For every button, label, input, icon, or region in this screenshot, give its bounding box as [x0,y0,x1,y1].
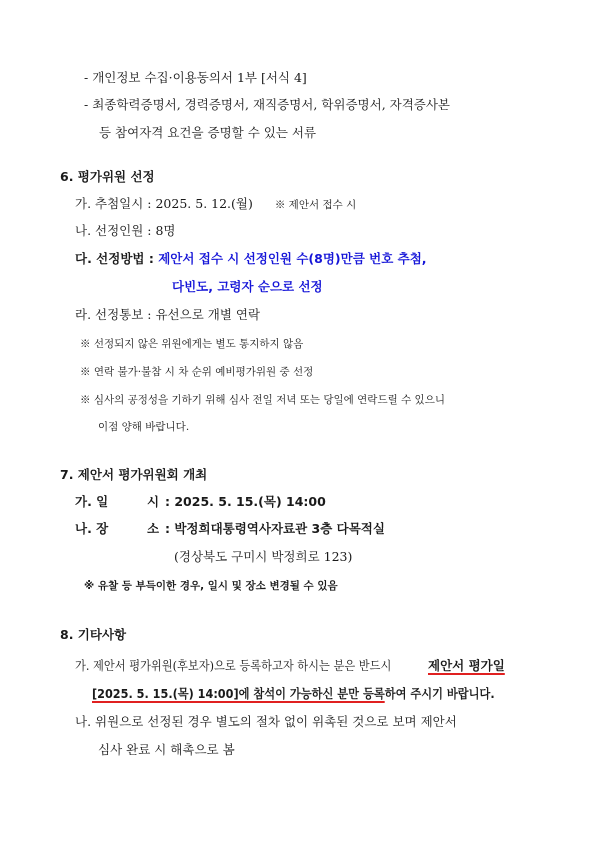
draw-date [75,196,356,213]
meeting-place [75,521,385,537]
selection-notice: 라. 선정통보 : 유선으로 개별 연락 [75,307,261,322]
attachment-item-certificates-cont: 등 참여자격 요건을 증명할 수 있는 서류 [99,125,317,140]
draw-date-label: 가. 추첨일시 : 2025. 5. 12.(월) [75,196,253,211]
meeting-datetime [75,494,326,510]
meeting-place-label: 나. 장 [75,521,109,536]
note-fairness: ※ 심사의 공정성을 기하기 위해 심사 전일 저녁 또는 당일에 연락드릴 수 있으니 [80,394,445,406]
registration-closing-text: 하여 주시기 바랍니다. [384,686,495,701]
note-unreachable: ※ 연락 불가·불참 시 차 순위 예비평가위원 중 선정 [80,366,314,378]
meeting-change-note: ※ 유찰 등 부득이한 경우, 일시 및 장소 변경될 수 있음 [84,580,338,592]
selection-count: 나. 선정인원 : 8명 [75,223,176,238]
section-6-title: 6. 평가위원 선정 [60,169,155,184]
note-not-selected: ※ 선정되지 않은 위원에게는 별도 통지하지 않음 [80,338,304,350]
evaluation-date-highlight: 제안서 평가일 [428,658,505,673]
meeting-address: (경상북도 구미시 박정희로 123) [174,549,353,564]
other-item-appointment-cont: 심사 완료 시 해촉으로 봄 [98,742,235,757]
other-item-registration-cont [92,686,495,702]
draw-date-note: ※ 제안서 접수 시 [274,199,357,211]
other-item-registration [75,658,505,674]
section-7-title: 7. 제안서 평가위원회 개최 [60,467,208,482]
selection-method [75,251,427,267]
attendance-requirement-highlight: [2025. 5. 15.(목) 14:00]에 참석이 가능하신 분만 등록 [92,686,385,701]
selection-method-text: 제안서 접수 시 선정인원 수(8명)만큼 번호 추첨, [158,251,427,266]
meeting-datetime-label2: 시 [147,494,160,509]
other-item-registration-text: 가. 제안서 평가위원(후보자)으로 등록하고자 하시는 분은 반드시 [75,658,392,673]
attachment-item-certificates: - 최종학력증명서, 경력증명서, 재직증명서, 학위증명서, 자격증사본 [84,97,451,112]
meeting-place-label2: 소 [147,521,160,536]
meeting-datetime-value: : 2025. 5. 15.(목) 14:00 [165,494,326,509]
meeting-datetime-label: 가. 일 [75,494,109,509]
section-8-title: 8. 기타사항 [60,627,127,642]
selection-method-label: 다. 선정방법 : [75,251,159,266]
other-item-appointment: 나. 위원으로 선정된 경우 별도의 절차 없이 위촉된 것으로 보며 제안서 [75,714,457,729]
note-fairness-cont: 이점 양해 바랍니다. [98,421,190,433]
selection-method-text-cont: 다빈도, 고령자 순으로 선정 [172,279,323,294]
attachment-item-consent: - 개인정보 수집·이용동의서 1부 [서식 4] [84,70,307,85]
meeting-place-value: : 박정희대통령역사자료관 3층 다목적실 [165,521,385,536]
